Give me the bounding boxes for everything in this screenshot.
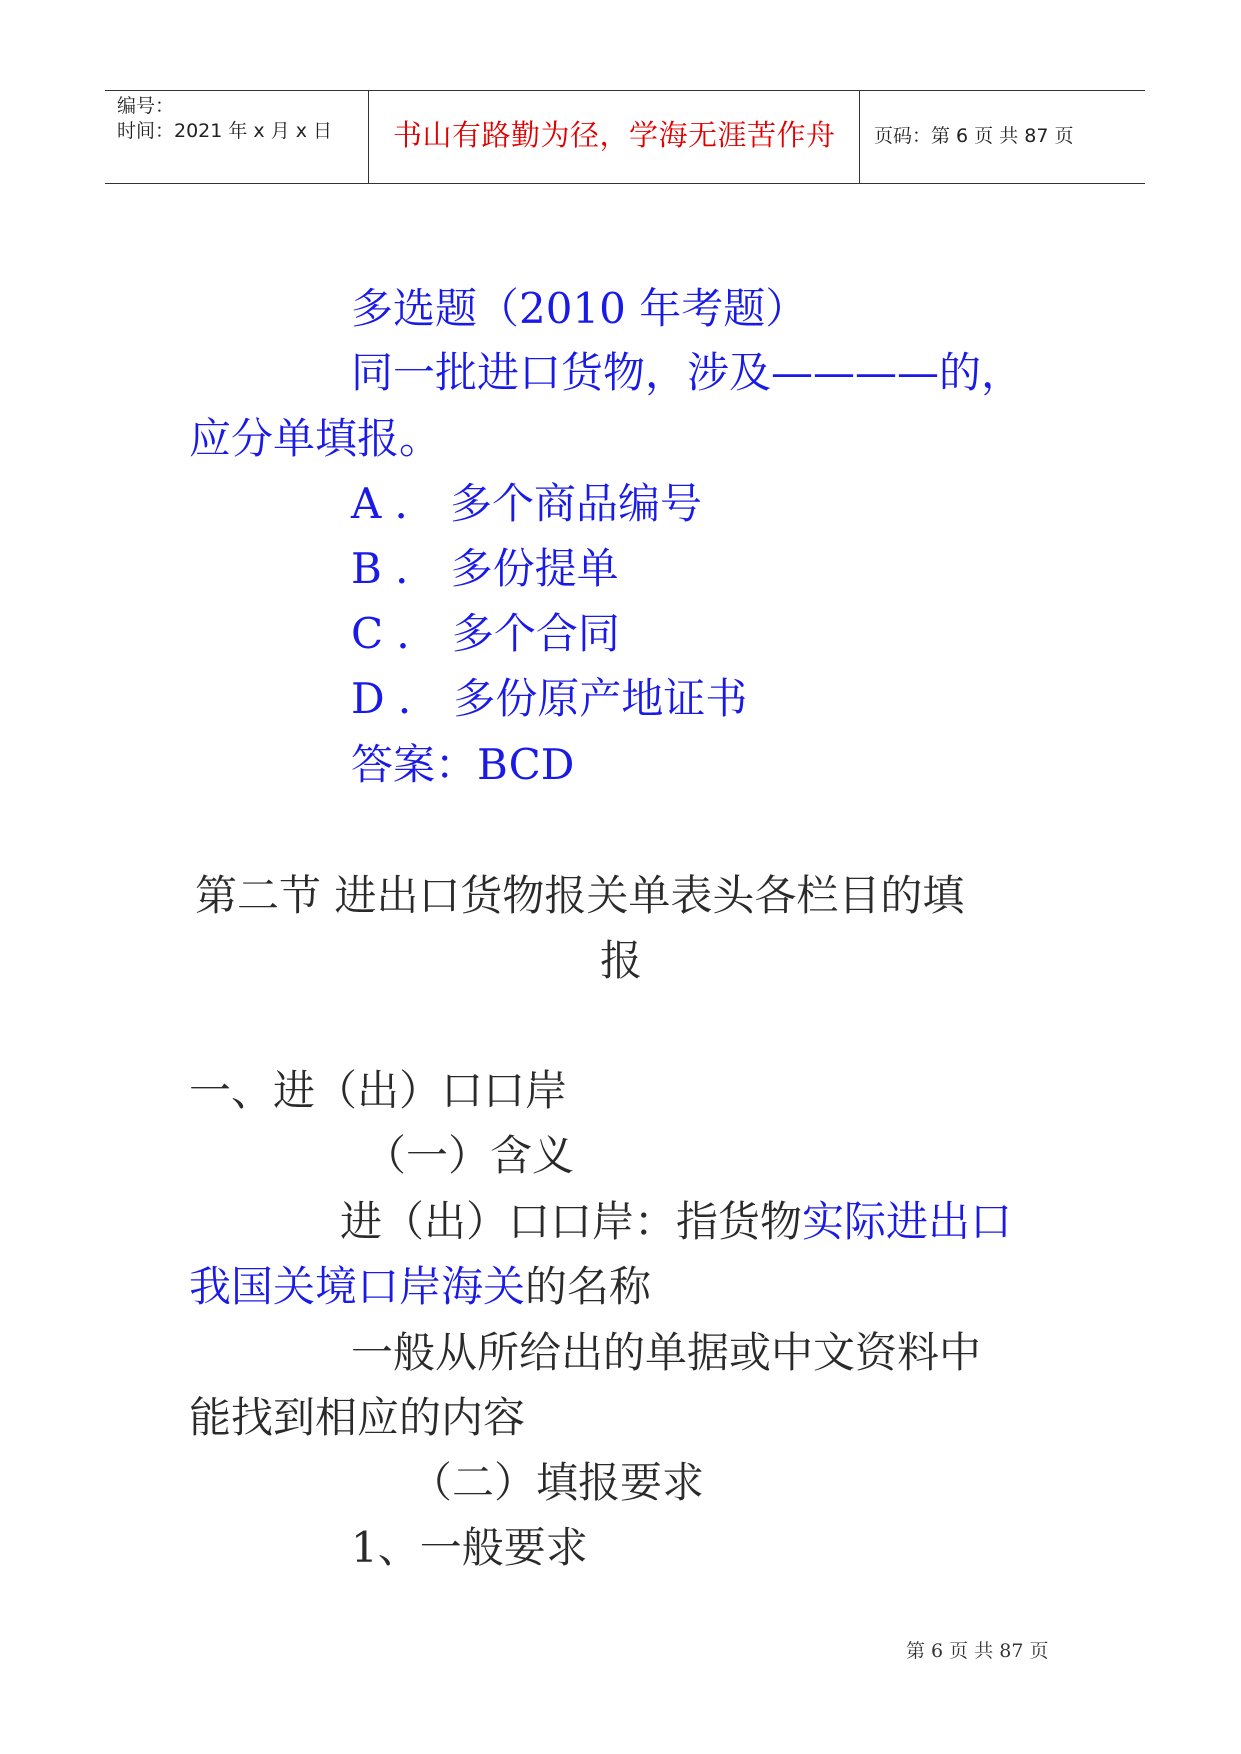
heading-ports: 一、进（出）口口岸 [189, 1066, 568, 1115]
question-type: 多选题（2010 年考题） [351, 284, 808, 333]
definition-highlight: 我国关境口岸海关 [189, 1262, 526, 1311]
definition-suffix: 的名称 [525, 1262, 652, 1311]
doc-number-label: 编号： [117, 95, 175, 117]
general-note-line2: 能找到相应的内容 [189, 1393, 526, 1442]
general-note-line1: 一般从所给出的单据或中文资料中 [351, 1328, 982, 1377]
sub-heading-meaning: （一）含义 [364, 1131, 575, 1180]
question-stem-line1: 同一批进口货物，涉及————的， [351, 348, 1024, 397]
item-general-requirement: 1、一般要求 [351, 1523, 588, 1572]
definition-prefix: 进（出）口口岸：指货物 [340, 1197, 803, 1246]
section-title-line1: 第二节 进出口货物报关单表头各栏目的填 [195, 871, 965, 920]
definition-line1 [340, 1197, 1013, 1246]
definition-line2 [189, 1262, 652, 1311]
sub-heading-requirements: （二）填报要求 [410, 1458, 705, 1507]
option-b: B ． 多份提单 [351, 544, 619, 593]
doc-time-label: 时间：2021 年 x 月 x 日 [117, 120, 333, 142]
definition-highlight: 实际进出口 [802, 1197, 1013, 1246]
header-divider [859, 91, 860, 183]
question-stem-line2: 应分单填报。 [189, 414, 442, 463]
header-motto: 书山有路勤为径，学海无涯苦作舟 [393, 118, 836, 152]
page-footer: 第 6 页 共 87 页 [906, 1640, 1049, 1662]
header-divider [368, 91, 369, 183]
page-header [105, 90, 1145, 184]
option-c: C ． 多个合同 [351, 609, 620, 658]
answer: 答案：BCD [351, 740, 575, 789]
section-title-line2: 报 [600, 936, 643, 985]
option-d: D ． 多份原产地证书 [351, 674, 748, 723]
option-a: A ． 多个商品编号 [351, 479, 703, 528]
header-page-code: 页码：第 6 页 共 87 页 [874, 125, 1074, 147]
